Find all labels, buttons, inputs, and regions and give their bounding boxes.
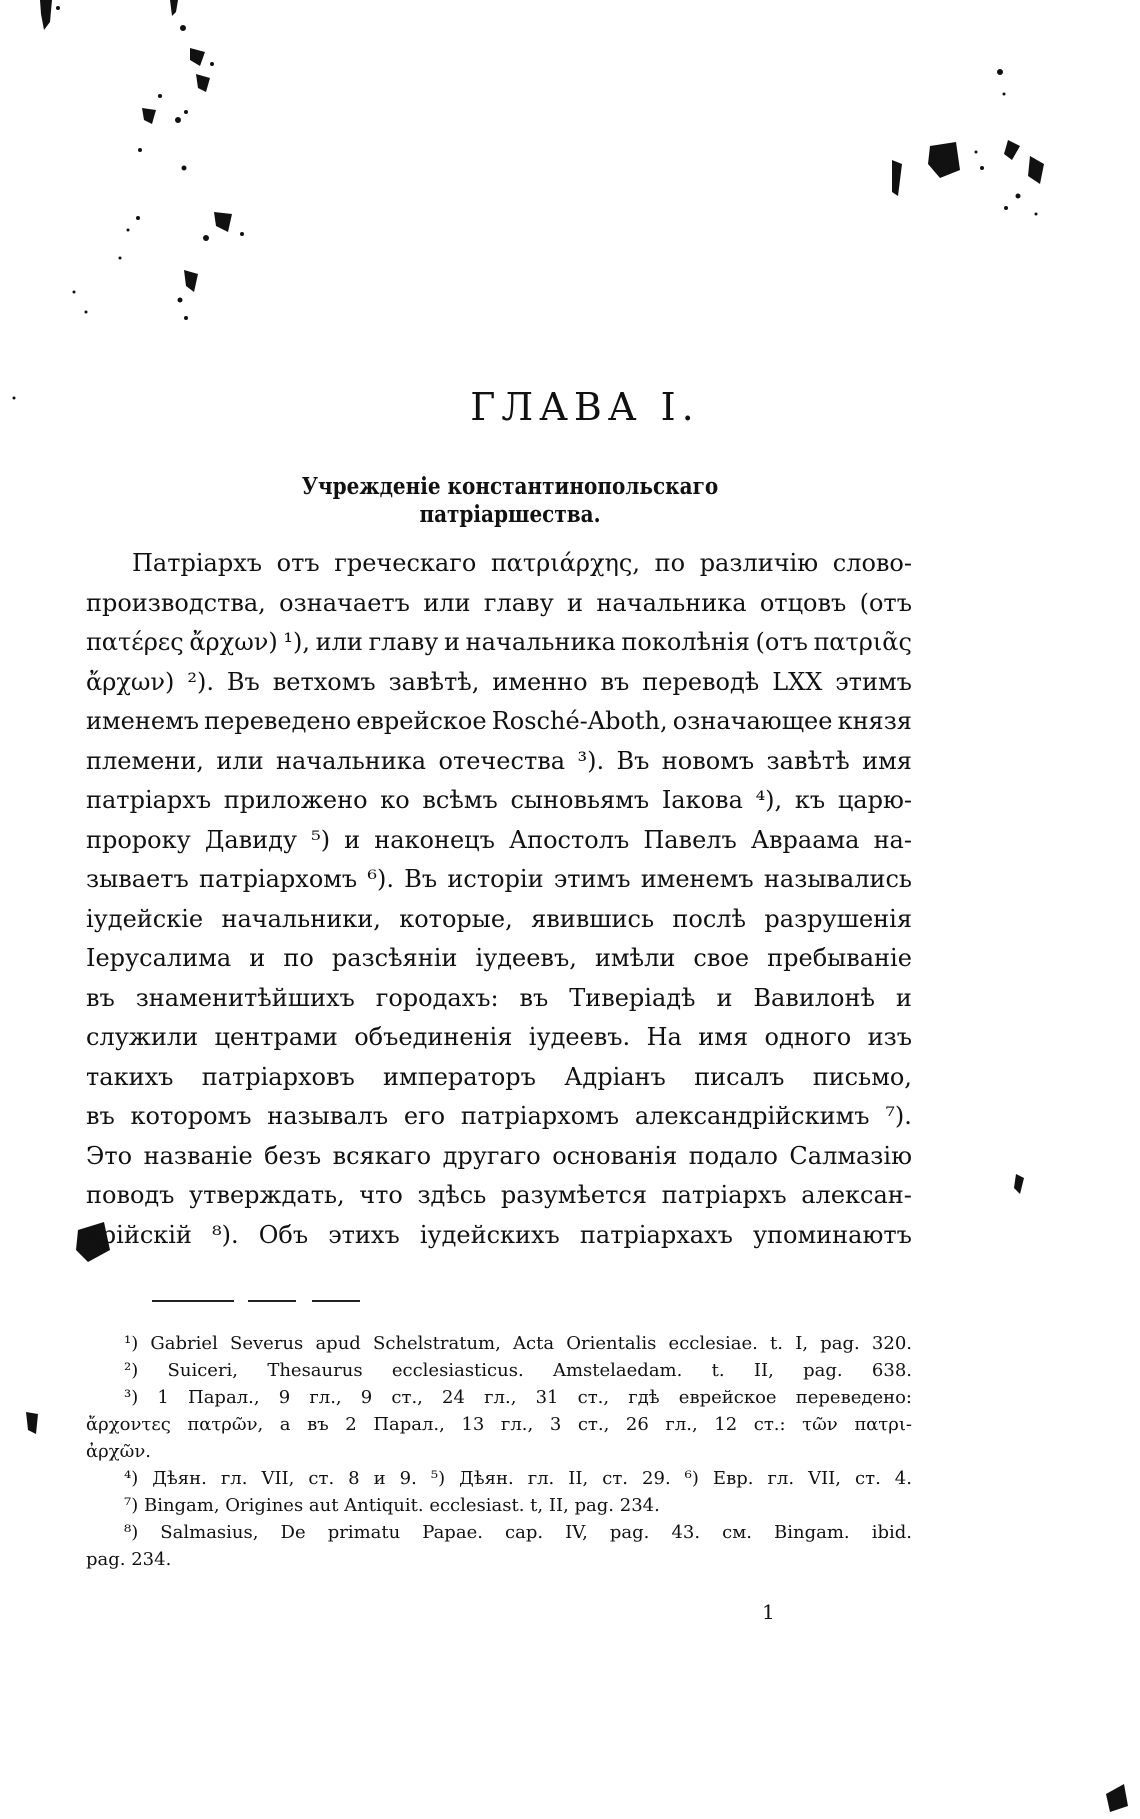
text-word: Патріархъ: [132, 549, 263, 577]
text-word: здѣсь: [417, 1181, 487, 1209]
text-line: [86, 1058, 912, 1098]
text-word: основанія: [552, 1141, 678, 1170]
text-word: именемъ: [640, 865, 754, 893]
text-word: писалъ: [694, 1062, 785, 1091]
text-line: [86, 623, 912, 663]
text-word: Тиверіадѣ: [569, 983, 696, 1012]
text-line: [86, 544, 912, 584]
text-word: именемъ: [86, 707, 200, 735]
text-word: изъ: [867, 1023, 912, 1051]
text-word: еврейское: [356, 707, 487, 735]
text-word: упоминаютъ: [752, 1220, 912, 1249]
text-line: [86, 781, 912, 821]
text-word: Rosché-Aboth,: [491, 707, 668, 735]
text-word: называлъ: [267, 1102, 389, 1130]
text-word: такихъ: [86, 1062, 174, 1091]
text-word: ⁸).: [212, 1220, 239, 1249]
text-word: городахъ:: [375, 983, 499, 1012]
text-word: утверждать,: [189, 1181, 345, 1209]
text-word: и: [444, 628, 460, 656]
footnote-1: ¹) Gabriel Severus apud Schelstratum, Acta Orientalis ecclesiae. t. I, pag. 320.: [124, 1333, 912, 1354]
text-word: Въ: [616, 746, 650, 775]
text-word: Павелъ: [643, 825, 737, 854]
text-word: названіе: [143, 1141, 253, 1170]
text-word: имѣли: [594, 944, 676, 972]
text-word: которые,: [399, 904, 513, 933]
text-word: іудейскіе: [86, 904, 204, 933]
text-word: и: [716, 983, 733, 1012]
text-word: начальники,: [221, 904, 381, 933]
footnote-2: ²) Suiceri, Thesaurus ecclesiasticus. Amstelaedam. t. II, pag. 638.: [124, 1360, 912, 1381]
text-word: его: [403, 1102, 446, 1130]
footnote-separator: [152, 1300, 362, 1302]
text-word: главу: [483, 588, 554, 617]
text-line: [86, 1176, 912, 1216]
text-word: отъ: [276, 549, 320, 577]
text-line: [86, 584, 912, 624]
text-line: [86, 742, 912, 782]
text-word: производства,: [86, 588, 266, 617]
text-word: ⁴),: [755, 786, 783, 814]
text-word: πατριᾶς: [813, 628, 912, 656]
text-word: и: [895, 983, 912, 1012]
text-word: послѣ: [672, 904, 747, 933]
text-word: одного: [764, 1023, 852, 1051]
text-word: ἄρχων): [189, 628, 278, 656]
text-word: къ: [794, 786, 826, 814]
text-word: въ: [519, 983, 549, 1012]
text-word: ко: [380, 786, 410, 814]
text-word: Въ: [404, 865, 438, 893]
text-word: пребываніе: [767, 944, 912, 972]
text-word: патріархомъ: [198, 865, 358, 893]
text-word: переведено: [204, 707, 352, 735]
text-word: новомъ: [661, 746, 755, 775]
text-word: именно: [492, 667, 588, 696]
footnotes: [86, 1330, 912, 1573]
text-word: въ: [86, 983, 115, 1012]
text-word: Давиду: [204, 825, 298, 854]
text-line: [86, 900, 912, 940]
text-word: приложено: [223, 786, 368, 814]
text-word: на-: [873, 825, 912, 854]
text-word: поколѣнія: [621, 628, 750, 656]
text-word: іудеевъ,: [475, 944, 577, 972]
text-word: знаменитѣйшихъ: [135, 983, 355, 1012]
footnote-8: ⁸) Salmasius, De primatu Papae. cap. IV, pag. 43. см. Bingam. ibid.: [124, 1522, 912, 1543]
text-line: [86, 1137, 912, 1177]
text-word: Въ: [226, 667, 260, 696]
text-word: въ: [600, 667, 630, 696]
text-word: въ: [86, 1102, 115, 1130]
text-word: безъ: [264, 1141, 322, 1170]
text-word: ⁵): [311, 825, 331, 854]
text-word: которомъ: [130, 1102, 252, 1130]
text-word: начальника: [596, 588, 747, 617]
text-word: явившись: [531, 904, 655, 933]
text-word: означаетъ: [279, 588, 410, 617]
text-word: Это: [86, 1141, 133, 1170]
text-word: πατέρες: [86, 628, 184, 656]
text-word: ¹),: [283, 628, 311, 656]
text-word: ⁶).: [367, 865, 395, 893]
chapter-title: ГЛАВА I.: [470, 385, 700, 429]
text-word: или: [423, 588, 471, 617]
text-word: сыновьямъ: [510, 786, 650, 814]
text-line: [86, 1216, 912, 1256]
text-word: александрійскимъ: [634, 1102, 870, 1130]
text-line: [86, 939, 912, 979]
text-word: (отъ: [755, 628, 808, 656]
text-word: означающее: [672, 707, 833, 735]
text-word: разрушенія: [764, 904, 912, 933]
footnote-8-end: pag. 234.: [86, 1549, 172, 1570]
text-word: слово-: [832, 549, 912, 577]
text-word: и: [249, 944, 266, 972]
text-word: и: [567, 588, 584, 617]
text-word: императоръ: [383, 1062, 536, 1091]
text-word: свое: [693, 944, 750, 972]
page-number: 1: [762, 1600, 775, 1624]
text-word: всякаго: [332, 1141, 432, 1170]
text-line: [86, 663, 912, 703]
text-word: Іерусалима: [86, 944, 232, 972]
text-word: патріарховъ: [201, 1062, 355, 1091]
text-word: переводѣ: [642, 667, 760, 696]
text-word: Адріанъ: [564, 1062, 666, 1091]
text-word: Авраама: [750, 825, 860, 854]
text-word: наконецъ: [374, 825, 495, 854]
text-word: отечества: [438, 746, 566, 775]
footnote-3-end: ἀρχῶν.: [86, 1441, 151, 1462]
text-word: имя: [698, 1023, 749, 1051]
text-word: патріархахъ: [579, 1220, 733, 1249]
text-word: Іакова: [661, 786, 743, 814]
text-word: царю-: [837, 786, 912, 814]
footnote-3-continued: ἄρχοντες πατρῶν, а въ 2 Парал., 13 гл., 3 ст., 26 гл., 12 ст.: τῶν πατρι-: [86, 1414, 912, 1435]
text-word: Вавилонѣ: [753, 983, 875, 1012]
text-word: племени,: [86, 746, 204, 775]
text-word: греческаго: [334, 549, 477, 577]
text-line: [86, 860, 912, 900]
text-word: центрами: [214, 1023, 338, 1051]
text-word: другаго: [442, 1141, 541, 1170]
text-word: патріархъ: [661, 1181, 787, 1209]
text-word: главу: [368, 628, 439, 656]
text-word: письмо,: [812, 1062, 912, 1091]
text-word: этимъ: [835, 667, 912, 696]
text-word: или: [216, 746, 264, 775]
text-word: дрійскій: [86, 1220, 192, 1249]
text-word: ²).: [187, 667, 214, 696]
text-word: исторіи: [447, 865, 544, 893]
text-word: алексан-: [801, 1181, 912, 1209]
text-word: назывались: [763, 865, 912, 893]
text-word: πατριάρχης,: [490, 549, 640, 577]
text-line: [86, 1097, 912, 1137]
text-word: различію: [699, 549, 819, 577]
text-word: На: [646, 1023, 682, 1051]
text-word: начальника: [465, 628, 616, 656]
text-line: [86, 702, 912, 742]
text-word: Салмазію: [789, 1141, 912, 1170]
text-word: патріархомъ: [460, 1102, 620, 1130]
text-word: Апостолъ: [508, 825, 630, 854]
footnote-4-5-6: ⁴) Дѣян. гл. VII, ст. 8 и 9. ⁵) Дѣян. гл. II, ст. 29. ⁶) Евр. гл. VII, ст. 4.: [124, 1468, 912, 1489]
footnote-7: ⁷) Bingam, Origines aut Antiquit. ecclesiast. t, II, pag. 234.: [124, 1495, 660, 1516]
text-word: іудеевъ.: [528, 1023, 631, 1051]
text-word: или: [315, 628, 363, 656]
text-word: ³).: [577, 746, 605, 775]
body-text: [86, 544, 912, 1255]
text-word: этимъ: [553, 865, 631, 893]
text-word: Объ: [258, 1220, 309, 1249]
text-word: отцовъ: [759, 588, 847, 617]
text-word: всѣмъ: [422, 786, 498, 814]
text-word: ⁷).: [885, 1102, 912, 1130]
text-word: объединенія: [354, 1023, 513, 1051]
text-word: ветхомъ: [272, 667, 376, 696]
text-word: начальника: [276, 746, 427, 775]
text-word: князя: [837, 707, 912, 735]
text-word: что: [359, 1181, 403, 1209]
text-word: (отъ: [859, 588, 912, 617]
text-word: подало: [688, 1141, 778, 1170]
text-word: этихъ: [328, 1220, 400, 1249]
chapter-subtitle: Учрежденіе константинопольскаго патріаршества.: [301, 472, 719, 528]
text-word: служили: [86, 1023, 199, 1051]
text-word: LXX: [772, 667, 823, 696]
text-word: разсѣяніи: [331, 944, 458, 972]
text-word: пророку: [86, 825, 191, 854]
text-line: [86, 979, 912, 1019]
text-word: поводъ: [86, 1181, 175, 1209]
text-word: по: [654, 549, 686, 577]
text-word: іудейскихъ: [419, 1220, 560, 1249]
footnote-3: ³) 1 Парал., 9 гл., 9 ст., 24 гл., 31 ст., гдѣ еврейское переведено:: [124, 1387, 912, 1408]
text-word: разумѣется: [500, 1181, 647, 1209]
text-word: по: [283, 944, 314, 972]
text-word: зываетъ: [86, 865, 189, 893]
text-word: завѣтѣ,: [388, 667, 480, 696]
text-word: патріархъ: [86, 786, 212, 814]
text-word: ἄρχων): [86, 667, 175, 696]
text-word: имя: [862, 746, 912, 775]
text-line: [86, 821, 912, 861]
text-word: завѣтѣ: [766, 746, 850, 775]
text-word: и: [344, 825, 361, 854]
text-line: [86, 1018, 912, 1058]
